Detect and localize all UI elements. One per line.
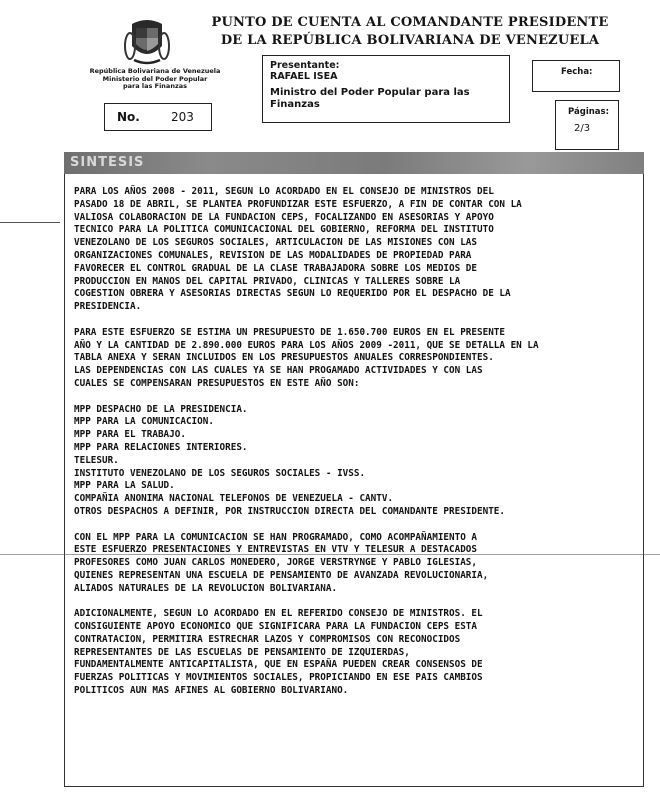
list-item: COMPAÑIA ANONIMA NACIONAL TELEFONOS DE VENEZUELA - CANTV. (74, 493, 394, 505)
document-number-label: No. (117, 110, 140, 124)
paragraph-2 (74, 327, 634, 391)
list-item: MPP PARA EL TRABAJO. (74, 429, 186, 441)
text-line: CONTRATACION, PERMITIRA ESTRECHAR LAZOS Y COMPROMISOS CON RECONOCIDOS (74, 633, 461, 645)
title-line-2: DE LA REPÚBLICA BOLIVARIANA DE VENEZUELA (220, 33, 600, 48)
list-item: TELESUR. (74, 454, 119, 466)
text-line: TABLA ANEXA Y SERAN INCLUIDOS EN LOS PRESUPUESTOS ANUALES CORRESPONDIENTES. (74, 352, 494, 364)
text-line: ADICIONALMENTE, SEGUN LO ACORDADO EN EL REFERIDO CONSEJO DE MINISTROS. EL (74, 608, 483, 620)
presenter-box (262, 55, 510, 123)
text-line: QUIENES REPRESENTAN UNA ESCUELA DE PENSAMIENTO DE AVANZADA REVOLUCIONARIA, (74, 569, 489, 581)
text-line: ORGANIZACIONES COMUNALES, REVISION DE LAS MODALIDADES DE PROPIEDAD PARA (74, 249, 472, 261)
text-line: FUERZAS POLITICAS Y MOVIMIENTOS SOCIALES, PROPICIANDO EN ESE PAIS CAMBIOS (74, 672, 483, 684)
text-line: ALIADOS NATURALES DE LA REVOLUCION BOLIVARIANA. (74, 582, 338, 594)
ministry-line-2: Ministerio del Poder Popular (102, 74, 208, 83)
text-line: CONSIGUIENTE APOYO ECONOMICO QUE SIGNIFICARA PARA LA FUNDACION CEPS ESTA (74, 621, 477, 633)
pages-value: 2/3 (574, 123, 591, 134)
text-line: PRESIDENCIA. (74, 301, 142, 313)
text-line: PRODUCCION EN MANOS DEL CAPITAL PRIVADO, CLINICAS Y TALLERES SOBRE LA (74, 275, 461, 287)
synthesis-body (74, 186, 634, 711)
document-title (200, 14, 620, 50)
presenter-role-line-1: Ministro del Poder Popular para las (270, 87, 470, 98)
text-line: FAVORECER EL CONTROL GRADUAL DE LA CLASE TRABAJADORA SOBRE LOS MEDIOS DE (74, 262, 477, 274)
dependencies-list (74, 404, 634, 519)
coat-of-arms-icon (122, 16, 172, 66)
list-item: MPP DESPACHO DE LA PRESIDENCIA. (74, 403, 248, 415)
date-box (532, 60, 620, 92)
pages-label: Páginas: (568, 107, 609, 117)
text-line: PROFESORES COMO JUAN CARLOS MONEDERO, JORGE VERSTRYNGE Y PABLO IGLESIAS, (74, 557, 477, 569)
list-item: INSTITUTO VENEZOLANO DE LOS SEGUROS SOCIALES - IVSS. (74, 467, 366, 479)
text-line: PARA LOS AÑOS 2008 - 2011, SEGUN LO ACORDADO EN EL CONSEJO DE MINISTROS DEL (74, 186, 494, 197)
paragraph-3 (74, 532, 634, 596)
document-number-value: 203 (171, 110, 194, 124)
text-line: PARA ESTE ESFUERZO SE ESTIMA UN PRESUPUESTO DE 1.650.700 EUROS EN EL PRESENTE (74, 326, 505, 338)
list-item: MPP PARA LA COMUNICACION. (74, 416, 214, 428)
text-line: CON EL MPP PARA LA COMUNICACION SE HAN PROGRAMADO, COMO ACOMPAÑAMIENTO A (74, 531, 477, 543)
text-line: VENEZOLANO DE LOS SEGUROS SOCIALES, ARTICULACION DE LAS MISIONES CON LAS (74, 237, 477, 249)
text-line: REPRESENTANTES DE LAS ESCUELAS DE PENSAMIENTO DE IZQUIERDAS, (74, 646, 410, 658)
presenter-name: RAFAEL ISEA (270, 71, 338, 82)
text-line: AÑO Y LA CANTIDAD DE 2.890.000 EUROS PARA LOS AÑOS 2009 -2011, QUE SE DETALLA EN LA (74, 339, 539, 351)
list-item: MPP PARA RELACIONES INTERIORES. (74, 441, 248, 453)
document-number-box (104, 103, 212, 131)
text-line: ESTE ESFUERZO PRESENTACIONES Y ENTREVISTAS EN VTV Y TELESUR A DESTACADOS (74, 544, 477, 556)
presenter-label: Presentante: (270, 60, 340, 71)
ministry-name (80, 68, 230, 91)
sintesis-band (64, 152, 644, 174)
paragraph-4 (74, 608, 634, 698)
date-label: Fecha: (561, 67, 593, 77)
ministry-line-3: para las Finanzas (123, 82, 187, 90)
presenter-role-line-2: Finanzas (270, 99, 320, 110)
text-line: CUALES SE COMPENSARAN PRESUPUESTOS EN ESTE AÑO SON: (74, 377, 360, 389)
scan-artifact-line (0, 222, 60, 223)
title-line-1: PUNTO DE CUENTA AL COMANDANTE PRESIDENTE (211, 15, 609, 30)
pages-box (555, 100, 619, 150)
text-line: FUNDAMENTALMENTE ANTICAPITALISTA, QUE EN ESPAÑA PUEDEN CREAR CONSENSOS DE (74, 659, 483, 671)
text-line: PASADO 18 DE ABRIL, SE PLANTEA PROFUNDIZAR ESTE ESFUERZO, A FIN DE CONTAR CON LA (74, 198, 522, 210)
text-line: POLITICOS AUN MAS AFINES AL GOBIERNO BOLIVARIANO. (74, 685, 349, 697)
list-item: OTROS DESPACHOS A DEFINIR, POR INSTRUCCION DIRECTA DEL COMANDANTE PRESIDENTE. (74, 505, 505, 517)
ministry-line-1: República Bolivariana de Venezuela (89, 67, 221, 75)
list-item: MPP PARA LA SALUD. (74, 480, 175, 492)
text-line: COGESTION OBRERA Y ASESORIAS DIRECTAS SEGUN LO REQUERIDO POR EL DESPACHO DE LA (74, 288, 511, 300)
text-line: TECNICO PARA LA POLITICA COMUNICACIONAL DEL GOBIERNO, REFORMA DEL INSTITUTO (74, 224, 494, 236)
sintesis-label: SINTESIS (70, 155, 145, 170)
paragraph-1 (74, 186, 634, 314)
text-line: VALIOSA COLABORACION DE LA FUNDACION CEPS, FOCALIZANDO EN ASESORIAS Y APOYO (74, 211, 494, 223)
text-line: LAS DEPENDENCIAS CON LAS CUALES YA SE HAN PROGAMADO ACTIVIDADES Y CON LAS (74, 365, 483, 377)
